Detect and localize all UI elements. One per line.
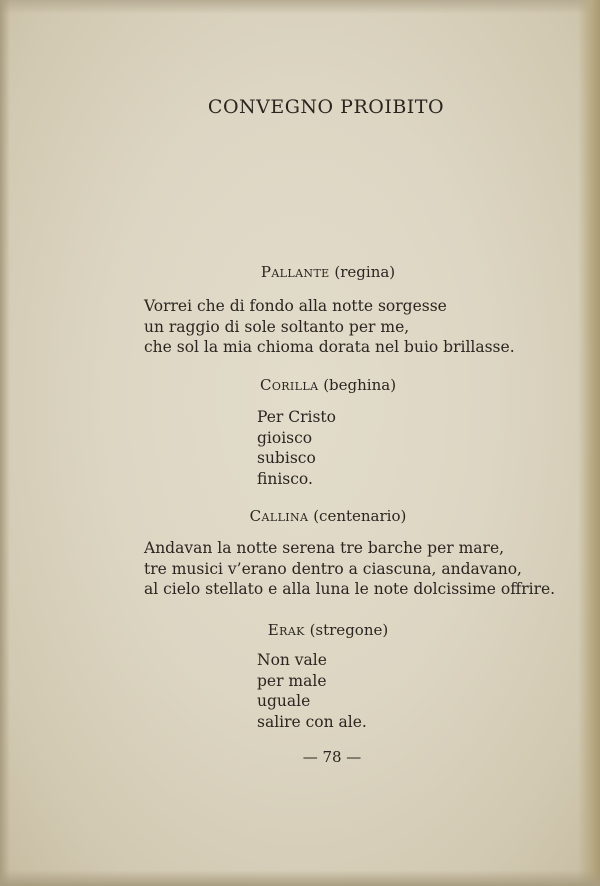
verse-line: finisco. — [257, 469, 313, 488]
verse-line: gioisco — [257, 428, 313, 447]
verse-line: un raggio di sole soltanto per me, — [144, 317, 410, 336]
speaker-name: Corilla — [259, 376, 319, 394]
speaker-role: (centenario) — [313, 507, 407, 525]
verse-line: tre musici v’erano dentro a ciascuna, andavano, — [144, 559, 522, 578]
verse-line: che sol la mia chioma dorata nel buio brillasse. — [144, 338, 515, 356]
speaker-name: Callina — [249, 507, 309, 525]
verse-block — [144, 296, 515, 358]
verse-line: uguale — [257, 692, 311, 710]
speaker-heading — [0, 507, 600, 525]
verse-line: Vorrei che di fondo alla notte sorgesse — [144, 297, 447, 315]
verse-line: subisco — [257, 449, 316, 467]
verse-block — [144, 538, 555, 600]
speaker-heading — [0, 376, 600, 394]
verse-line: Per Cristo — [257, 408, 336, 426]
speaker-role: (regina) — [334, 263, 396, 281]
verse-block — [257, 650, 367, 732]
verse-line: per male — [257, 671, 327, 690]
speaker-heading — [0, 263, 600, 281]
page-title: CONVEGNO PROIBITO — [207, 96, 445, 118]
verse-line: Non vale — [257, 651, 327, 669]
verse-line: salire con ale. — [257, 712, 367, 731]
speaker-heading — [0, 621, 600, 639]
speaker-name: Erak — [267, 621, 305, 639]
page-number: — 78 — — [302, 748, 362, 766]
verse-line: Andavan la notte serena tre barche per mare, — [144, 539, 505, 557]
page-edge-bottom — [0, 870, 600, 886]
speaker-role: (beghina) — [323, 376, 397, 394]
page-edge-top — [0, 0, 600, 14]
verse-block — [257, 407, 336, 489]
verse-line: al cielo stellato e alla luna le note dolcissime offrire. — [144, 580, 556, 598]
speaker-role: (stregone) — [309, 621, 389, 639]
speaker-name: Pallante — [260, 263, 330, 281]
